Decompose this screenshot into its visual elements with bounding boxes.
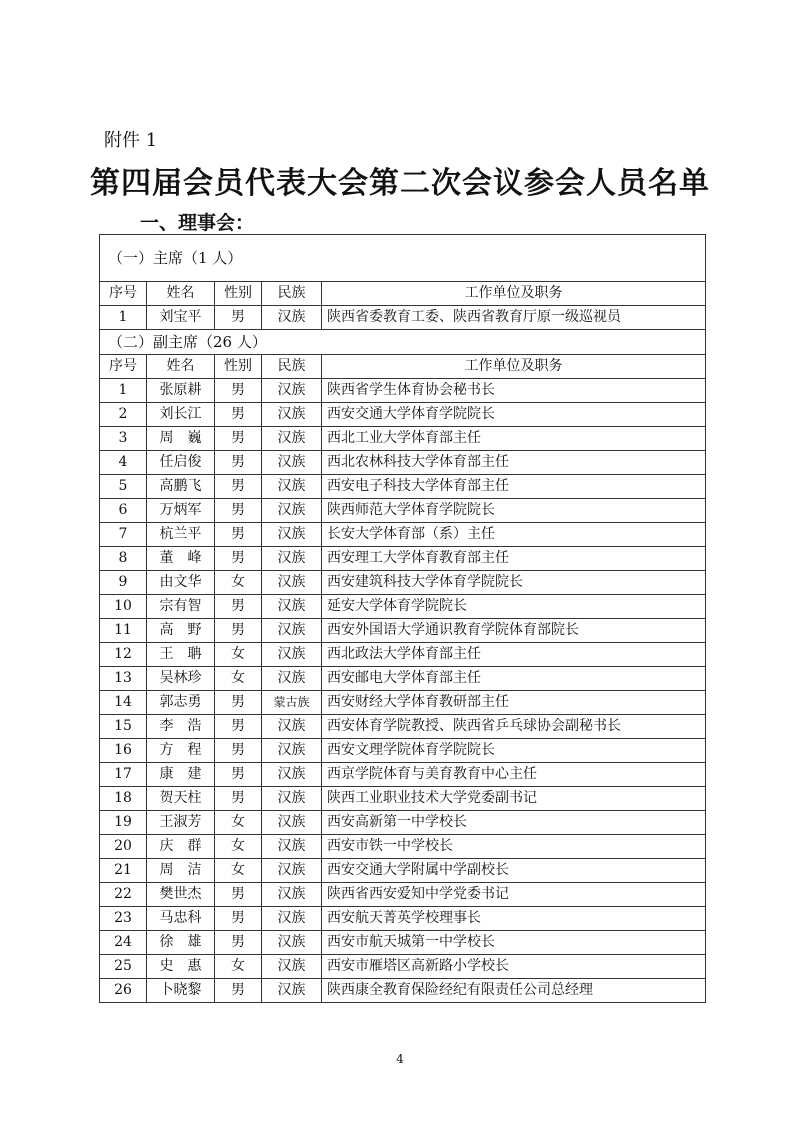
- group-heading: （一）主席（1 人）: [100, 235, 706, 282]
- cell-row-number: 8: [100, 547, 147, 571]
- column-header-workplace-title: 工作单位及职务: [322, 355, 706, 379]
- cell-workplace-title: 西北农林科技大学体育部主任: [322, 451, 706, 475]
- cell-row-number: 14: [100, 691, 147, 715]
- cell-row-number: 6: [100, 499, 147, 523]
- table-row: [100, 306, 706, 330]
- cell-ethnicity: 汉族: [262, 451, 322, 475]
- column-header-gender: 性别: [215, 355, 262, 379]
- cell-workplace-title: 陕西康全教育保险经纪有限责任公司总经理: [322, 979, 706, 1003]
- cell-row-number: 3: [100, 427, 147, 451]
- cell-name: 万炳军: [147, 499, 215, 523]
- cell-name: 周 巍: [147, 427, 215, 451]
- cell-name: 张原耕: [147, 379, 215, 403]
- group-heading-row: [100, 235, 706, 282]
- cell-workplace-title: 西安航天菁英学校理事长: [322, 907, 706, 931]
- cell-row-number: 21: [100, 859, 147, 883]
- cell-workplace-title: 西安外国语大学通识教育学院体育部院长: [322, 619, 706, 643]
- cell-row-number: 25: [100, 955, 147, 979]
- cell-ethnicity: 汉族: [262, 667, 322, 691]
- cell-ethnicity: 汉族: [262, 499, 322, 523]
- group-heading-row: [100, 330, 706, 355]
- cell-ethnicity: 汉族: [262, 955, 322, 979]
- cell-name: 马忠科: [147, 907, 215, 931]
- cell-ethnicity: 汉族: [262, 787, 322, 811]
- column-header-row-number: 序号: [100, 282, 147, 306]
- cell-ethnicity: 汉族: [262, 523, 322, 547]
- table-row: [100, 691, 706, 715]
- cell-workplace-title: 陕西工业职业技术大学党委副书记: [322, 787, 706, 811]
- cell-name: 高 野: [147, 619, 215, 643]
- cell-row-number: 23: [100, 907, 147, 931]
- column-header-ethnicity: 民族: [262, 355, 322, 379]
- table-row: [100, 883, 706, 907]
- cell-workplace-title: 西安体育学院教授、陕西省乒乓球协会副秘书长: [322, 715, 706, 739]
- cell-name: 王淑芳: [147, 811, 215, 835]
- cell-row-number: 11: [100, 619, 147, 643]
- cell-workplace-title: 西安文理学院体育学院院长: [322, 739, 706, 763]
- cell-workplace-title: 西安交通大学附属中学副校长: [322, 859, 706, 883]
- cell-workplace-title: 陕西师范大学体育学院院长: [322, 499, 706, 523]
- table-row: [100, 619, 706, 643]
- cell-gender: 男: [215, 739, 262, 763]
- cell-name: 周 洁: [147, 859, 215, 883]
- cell-gender: 男: [215, 475, 262, 499]
- cell-ethnicity: 汉族: [262, 379, 322, 403]
- section-heading: 一、理事会：: [140, 212, 255, 234]
- page-number: 4: [396, 1052, 404, 1066]
- cell-name: 方 程: [147, 739, 215, 763]
- cell-ethnicity: 汉族: [262, 643, 322, 667]
- cell-ethnicity: 汉族: [262, 763, 322, 787]
- cell-gender: 男: [215, 979, 262, 1003]
- document-title: 第四届会员代表大会第二次会议参会人员名单: [90, 166, 710, 201]
- cell-name: 卜晓黎: [147, 979, 215, 1003]
- cell-ethnicity: 蒙古族: [262, 691, 322, 715]
- table-row: [100, 763, 706, 787]
- cell-row-number: 10: [100, 595, 147, 619]
- cell-gender: 男: [215, 427, 262, 451]
- cell-name: 任启俊: [147, 451, 215, 475]
- cell-gender: 男: [215, 619, 262, 643]
- cell-ethnicity: 汉族: [262, 811, 322, 835]
- table-row: [100, 571, 706, 595]
- table-row: [100, 475, 706, 499]
- cell-name: 康 建: [147, 763, 215, 787]
- table-row: [100, 643, 706, 667]
- table-row: [100, 595, 706, 619]
- cell-name: 李 浩: [147, 715, 215, 739]
- table-row: [100, 835, 706, 859]
- cell-gender: 男: [215, 715, 262, 739]
- table-row: [100, 979, 706, 1003]
- cell-ethnicity: 汉族: [262, 427, 322, 451]
- cell-name: 徐 雄: [147, 931, 215, 955]
- cell-workplace-title: 西安理工大学体育教育部主任: [322, 547, 706, 571]
- table-row: [100, 547, 706, 571]
- cell-ethnicity: 汉族: [262, 739, 322, 763]
- table-row: [100, 451, 706, 475]
- cell-name: 庆 群: [147, 835, 215, 859]
- cell-ethnicity: 汉族: [262, 475, 322, 499]
- roster-body: [100, 235, 706, 1003]
- group-heading: （二）副主席（26 人）: [100, 330, 706, 355]
- cell-ethnicity: 汉族: [262, 403, 322, 427]
- cell-workplace-title: 西安高新第一中学校长: [322, 811, 706, 835]
- cell-row-number: 16: [100, 739, 147, 763]
- cell-gender: 男: [215, 907, 262, 931]
- cell-name: 郭志勇: [147, 691, 215, 715]
- cell-workplace-title: 陕西省委教育工委、陕西省教育厅原一级巡视员: [322, 306, 706, 330]
- cell-gender: 女: [215, 571, 262, 595]
- table-row: [100, 427, 706, 451]
- column-header-row-number: 序号: [100, 355, 147, 379]
- table-row: [100, 499, 706, 523]
- column-header-workplace-title: 工作单位及职务: [322, 282, 706, 306]
- cell-ethnicity: 汉族: [262, 835, 322, 859]
- column-header-row: [100, 355, 706, 379]
- cell-gender: 男: [215, 547, 262, 571]
- table-row: [100, 931, 706, 955]
- cell-row-number: 18: [100, 787, 147, 811]
- cell-gender: 女: [215, 643, 262, 667]
- cell-name: 刘长江: [147, 403, 215, 427]
- cell-workplace-title: 西北政法大学体育部主任: [322, 643, 706, 667]
- cell-ethnicity: 汉族: [262, 859, 322, 883]
- cell-ethnicity: 汉族: [262, 907, 322, 931]
- cell-ethnicity: 汉族: [262, 619, 322, 643]
- cell-ethnicity: 汉族: [262, 595, 322, 619]
- column-header-row: [100, 282, 706, 306]
- cell-workplace-title: 西北工业大学体育部主任: [322, 427, 706, 451]
- cell-workplace-title: 西京学院体育与美育教育中心主任: [322, 763, 706, 787]
- cell-name: 杭兰平: [147, 523, 215, 547]
- table-row: [100, 667, 706, 691]
- table-row: [100, 811, 706, 835]
- cell-name: 由文华: [147, 571, 215, 595]
- cell-row-number: 13: [100, 667, 147, 691]
- cell-workplace-title: 长安大学体育部（系）主任: [322, 523, 706, 547]
- cell-row-number: 4: [100, 451, 147, 475]
- cell-row-number: 15: [100, 715, 147, 739]
- cell-gender: 女: [215, 811, 262, 835]
- cell-ethnicity: 汉族: [262, 715, 322, 739]
- cell-row-number: 7: [100, 523, 147, 547]
- cell-name: 王 聃: [147, 643, 215, 667]
- column-header-ethnicity: 民族: [262, 282, 322, 306]
- cell-gender: 男: [215, 883, 262, 907]
- cell-gender: 男: [215, 595, 262, 619]
- cell-row-number: 17: [100, 763, 147, 787]
- column-header-name: 姓名: [147, 355, 215, 379]
- cell-gender: 男: [215, 451, 262, 475]
- cell-row-number: 1: [100, 306, 147, 330]
- cell-gender: 男: [215, 403, 262, 427]
- cell-row-number: 22: [100, 883, 147, 907]
- table-row: [100, 859, 706, 883]
- cell-ethnicity: 汉族: [262, 306, 322, 330]
- cell-name: 贺天柱: [147, 787, 215, 811]
- cell-gender: 女: [215, 859, 262, 883]
- table-row: [100, 523, 706, 547]
- cell-row-number: 24: [100, 931, 147, 955]
- table-row: [100, 403, 706, 427]
- cell-workplace-title: 西安建筑科技大学体育学院院长: [322, 571, 706, 595]
- cell-row-number: 2: [100, 403, 147, 427]
- table-row: [100, 379, 706, 403]
- cell-workplace-title: 西安电子科技大学体育部主任: [322, 475, 706, 499]
- cell-gender: 男: [215, 787, 262, 811]
- table-row: [100, 715, 706, 739]
- cell-row-number: 12: [100, 643, 147, 667]
- cell-gender: 男: [215, 931, 262, 955]
- cell-gender: 男: [215, 691, 262, 715]
- cell-gender: 女: [215, 667, 262, 691]
- cell-row-number: 9: [100, 571, 147, 595]
- table-row: [100, 907, 706, 931]
- cell-gender: 男: [215, 763, 262, 787]
- cell-row-number: 26: [100, 979, 147, 1003]
- cell-ethnicity: 汉族: [262, 883, 322, 907]
- attachment-label: 附件 1: [104, 130, 158, 151]
- cell-gender: 男: [215, 523, 262, 547]
- cell-row-number: 20: [100, 835, 147, 859]
- cell-name: 史 惠: [147, 955, 215, 979]
- member-roster-table: [99, 234, 706, 1003]
- cell-gender: 男: [215, 379, 262, 403]
- cell-workplace-title: 西安市铁一中学校长: [322, 835, 706, 859]
- column-header-gender: 性别: [215, 282, 262, 306]
- cell-name: 董 峰: [147, 547, 215, 571]
- cell-workplace-title: 西安市航天城第一中学校长: [322, 931, 706, 955]
- cell-gender: 男: [215, 499, 262, 523]
- cell-gender: 男: [215, 306, 262, 330]
- cell-row-number: 5: [100, 475, 147, 499]
- cell-gender: 女: [215, 955, 262, 979]
- cell-workplace-title: 西安邮电大学体育部主任: [322, 667, 706, 691]
- table-row: [100, 787, 706, 811]
- cell-name: 高鹏飞: [147, 475, 215, 499]
- cell-row-number: 1: [100, 379, 147, 403]
- cell-workplace-title: 延安大学体育学院院长: [322, 595, 706, 619]
- cell-name: 吴林珍: [147, 667, 215, 691]
- cell-name: 刘宝平: [147, 306, 215, 330]
- cell-workplace-title: 西安财经大学体育教研部主任: [322, 691, 706, 715]
- cell-workplace-title: 陕西省西安爱知中学党委书记: [322, 883, 706, 907]
- cell-ethnicity: 汉族: [262, 979, 322, 1003]
- cell-name: 宗有智: [147, 595, 215, 619]
- cell-workplace-title: 陕西省学生体育协会秘书长: [322, 379, 706, 403]
- cell-ethnicity: 汉族: [262, 571, 322, 595]
- column-header-name: 姓名: [147, 282, 215, 306]
- cell-workplace-title: 西安交通大学体育学院院长: [322, 403, 706, 427]
- cell-name: 樊世杰: [147, 883, 215, 907]
- cell-ethnicity: 汉族: [262, 931, 322, 955]
- cell-ethnicity: 汉族: [262, 547, 322, 571]
- cell-row-number: 19: [100, 811, 147, 835]
- cell-workplace-title: 西安市雁塔区高新路小学校长: [322, 955, 706, 979]
- table-row: [100, 955, 706, 979]
- table-row: [100, 739, 706, 763]
- cell-gender: 女: [215, 835, 262, 859]
